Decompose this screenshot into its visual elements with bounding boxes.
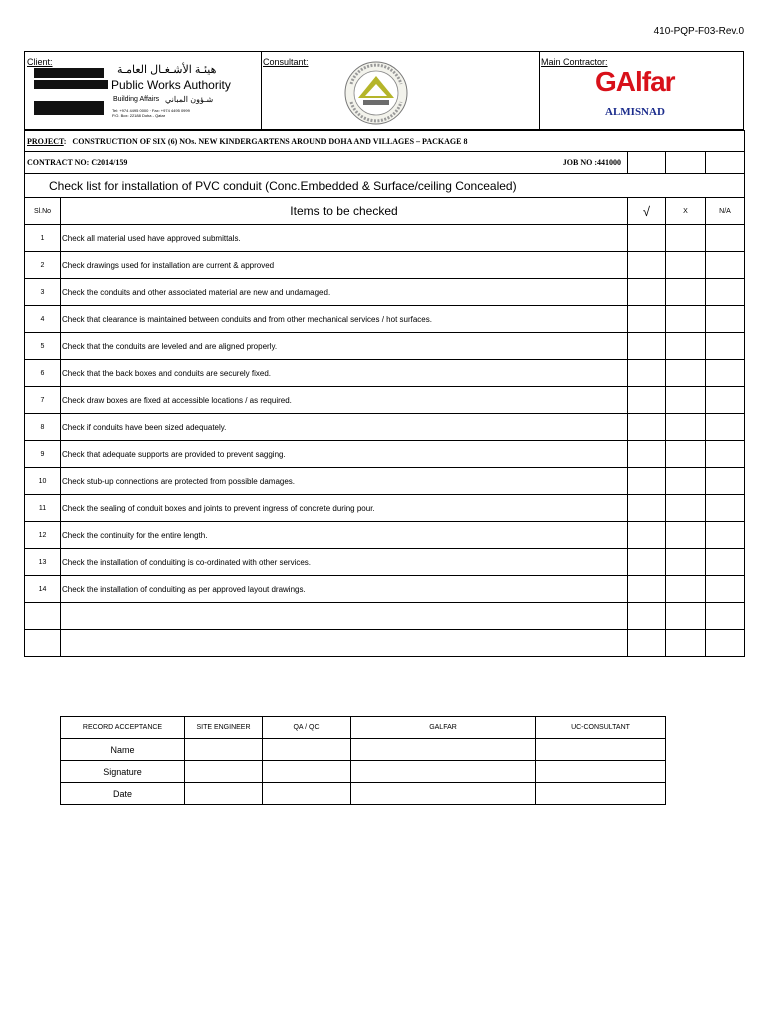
- main-contractor-label: Main Contractor:: [541, 57, 608, 67]
- checklist-row: [25, 522, 745, 549]
- checklist-table: [24, 130, 745, 657]
- na-box[interactable]: [706, 603, 745, 630]
- x-box[interactable]: [666, 441, 706, 468]
- check-box[interactable]: [628, 279, 666, 306]
- acceptance-entry-field[interactable]: [185, 739, 263, 761]
- na-box[interactable]: [706, 549, 745, 576]
- client-english-name: Public Works Authority: [111, 78, 231, 92]
- checklist-row: [25, 495, 745, 522]
- item-number: 14: [25, 576, 61, 603]
- united-consultants-logo-icon: [341, 60, 411, 126]
- acceptance-entry-field[interactable]: [536, 783, 666, 805]
- client-label: Client:: [27, 57, 53, 67]
- acceptance-header: QA / QC: [263, 717, 351, 739]
- client-address: Tel: +974 4495 0000 · Fax: +974 4495 0999 P.O. Box: 22188 Doha - Qatar: [112, 108, 190, 118]
- na-box[interactable]: [706, 414, 745, 441]
- col-na: N/A: [706, 198, 745, 225]
- x-box[interactable]: [666, 549, 706, 576]
- x-box[interactable]: [666, 576, 706, 603]
- redacted-logo-bottom: [34, 101, 104, 115]
- item-number: 7: [25, 387, 61, 414]
- redacted-logo-top: [34, 68, 104, 78]
- item-text: Check if conduits have been sized adequately.: [61, 414, 628, 441]
- checklist-items: [25, 225, 745, 603]
- col-check: √: [628, 198, 666, 225]
- item-text: Check drawings used for installation are current & approved: [61, 252, 628, 279]
- checklist-row: [25, 306, 745, 333]
- item-text: Check the installation of conduiting as per approved layout drawings.: [61, 576, 628, 603]
- contract-label: CONTRACT NO:: [27, 158, 90, 167]
- item-number: 5: [25, 333, 61, 360]
- acceptance-entry-field[interactable]: [185, 761, 263, 783]
- job-number: 441000: [597, 158, 621, 167]
- checklist-row: [25, 387, 745, 414]
- check-box[interactable]: [628, 333, 666, 360]
- main-contractor-cell: [539, 52, 743, 129]
- na-box[interactable]: [706, 225, 745, 252]
- na-box[interactable]: [706, 279, 745, 306]
- na-box[interactable]: [706, 306, 745, 333]
- acceptance-entry-field[interactable]: [351, 783, 536, 805]
- check-box[interactable]: [628, 441, 666, 468]
- x-box[interactable]: [666, 252, 706, 279]
- check-box[interactable]: [628, 414, 666, 441]
- x-box[interactable]: [666, 522, 706, 549]
- acceptance-row: [61, 761, 666, 783]
- checklist-row: [25, 441, 745, 468]
- check-box[interactable]: [628, 387, 666, 414]
- client-cell: [25, 52, 262, 129]
- check-box[interactable]: [628, 468, 666, 495]
- item-text: Check the continuity for the entire length.: [61, 522, 628, 549]
- acceptance-row-label: Signature: [61, 761, 185, 783]
- x-box[interactable]: [666, 468, 706, 495]
- project-label: PROJECT: [27, 136, 64, 146]
- item-text: Check that the back boxes and conduits are securely fixed.: [61, 360, 628, 387]
- consultant-label: Consultant:: [263, 57, 309, 67]
- na-box[interactable]: [706, 495, 745, 522]
- check-box[interactable]: [628, 225, 666, 252]
- project-text: CONSTRUCTION OF SIX (6) NOs. NEW KINDERGARTENS AROUND DOHA AND VILLAGES – PACKAGE 8: [72, 136, 468, 146]
- check-box[interactable]: [628, 360, 666, 387]
- client-arabic-name: هيئـة الأشـغـال العامـة: [117, 64, 217, 76]
- item-number: 3: [25, 279, 61, 306]
- check-box[interactable]: [628, 603, 666, 630]
- item-number: 6: [25, 360, 61, 387]
- item-number: 11: [25, 495, 61, 522]
- item-text: Check that clearance is maintained between conduits and from other mechanical services / hot surfaces.: [61, 306, 628, 333]
- x-box[interactable]: [666, 495, 706, 522]
- almisnad-logo: ALMISNAD: [605, 106, 665, 118]
- contract-number: C2014/159: [91, 158, 128, 167]
- item-text: Check the installation of conduiting is co-ordinated with other services.: [61, 549, 628, 576]
- client-department: Building Affairs: [113, 96, 160, 103]
- checklist-row: [25, 333, 745, 360]
- item-number: 8: [25, 414, 61, 441]
- contract-row: [25, 152, 628, 174]
- item-text: Check all material used have approved submittals.: [61, 225, 628, 252]
- job-label: JOB NO :: [562, 158, 597, 167]
- x-box[interactable]: [666, 360, 706, 387]
- blank-row: [25, 603, 745, 630]
- redacted-logo-middle: [34, 80, 108, 89]
- item-text: Check that adequate supports are provided to prevent sagging.: [61, 441, 628, 468]
- na-box[interactable]: [706, 630, 745, 657]
- item-number: 13: [25, 549, 61, 576]
- check-box[interactable]: [628, 522, 666, 549]
- acceptance-row-label: Date: [61, 783, 185, 805]
- col-items: Items to be checked: [61, 198, 628, 225]
- item-number: 9: [25, 441, 61, 468]
- checklist-title: Check list for installation of PVC conduit (Conc.Embedded & Surface/ceiling Concealed): [25, 174, 745, 198]
- na-box[interactable]: [706, 252, 745, 279]
- checklist-row: [25, 252, 745, 279]
- item-text: Check stub-up connections are protected from possible damages.: [61, 468, 628, 495]
- acceptance-entry-field[interactable]: [185, 783, 263, 805]
- header-block: [24, 51, 744, 130]
- acceptance-header-row: [61, 717, 666, 739]
- consultant-cell: [261, 52, 540, 129]
- acceptance-entry-field[interactable]: [536, 761, 666, 783]
- item-text: Check that the conduits are leveled and are aligned properly.: [61, 333, 628, 360]
- acceptance-entry-field[interactable]: [351, 739, 536, 761]
- col-sl-no: Sl.No: [25, 198, 61, 225]
- acceptance-entry-field[interactable]: [263, 783, 351, 805]
- acceptance-row: [61, 739, 666, 761]
- item-text: Check draw boxes are fixed at accessible locations / as required.: [61, 387, 628, 414]
- x-box[interactable]: [666, 414, 706, 441]
- project-row: PROJECT: CONSTRUCTION OF SIX (6) NOs. NEW KINDERGARTENS AROUND DOHA AND VILLAGES – PACKAGE 8: [25, 131, 745, 152]
- check-box[interactable]: [628, 630, 666, 657]
- x-box[interactable]: [666, 603, 706, 630]
- item-text: Check the conduits and other associated material are new and undamaged.: [61, 279, 628, 306]
- x-box[interactable]: [666, 333, 706, 360]
- acceptance-header: GALFAR: [351, 717, 536, 739]
- col-x: X: [666, 198, 706, 225]
- acceptance-entry-field[interactable]: [263, 761, 351, 783]
- na-box[interactable]: [706, 522, 745, 549]
- checklist-row: [25, 576, 745, 603]
- acceptance-header: SITE ENGINEER: [185, 717, 263, 739]
- na-box[interactable]: [706, 441, 745, 468]
- acceptance-header: UC-CONSULTANT: [536, 717, 666, 739]
- checklist-row: [25, 360, 745, 387]
- checklist-row: [25, 414, 745, 441]
- na-box[interactable]: [706, 387, 745, 414]
- item-number: 10: [25, 468, 61, 495]
- check-box[interactable]: [628, 495, 666, 522]
- item-text: Check the sealing of conduit boxes and joints to prevent ingress of concrete during pour.: [61, 495, 628, 522]
- item-number: 12: [25, 522, 61, 549]
- x-box[interactable]: [666, 279, 706, 306]
- acceptance-row-label: Name: [61, 739, 185, 761]
- checklist-row: [25, 468, 745, 495]
- item-number: 4: [25, 306, 61, 333]
- checklist-row: [25, 279, 745, 306]
- na-box[interactable]: [706, 333, 745, 360]
- acceptance-entry-field[interactable]: [351, 761, 536, 783]
- check-box[interactable]: [628, 576, 666, 603]
- checklist-row: [25, 225, 745, 252]
- client-department-arabic: شـؤون المباني: [165, 95, 214, 104]
- acceptance-entry-field[interactable]: [536, 739, 666, 761]
- acceptance-entry-field[interactable]: [263, 739, 351, 761]
- na-box[interactable]: [706, 360, 745, 387]
- document-reference: 410-PQP-F03-Rev.0: [653, 26, 744, 37]
- x-box[interactable]: [666, 306, 706, 333]
- acceptance-row: [61, 783, 666, 805]
- acceptance-table: [60, 716, 666, 805]
- acceptance-header: RECORD ACCEPTANCE: [61, 717, 185, 739]
- item-number: 1: [25, 225, 61, 252]
- x-box[interactable]: [666, 225, 706, 252]
- check-box[interactable]: [628, 252, 666, 279]
- galfar-logo: GAlfar: [595, 66, 675, 97]
- check-box[interactable]: [628, 549, 666, 576]
- blank-row: [25, 630, 745, 657]
- x-box[interactable]: [666, 387, 706, 414]
- check-box[interactable]: [628, 306, 666, 333]
- x-box[interactable]: [666, 630, 706, 657]
- checklist-row: [25, 549, 745, 576]
- na-box[interactable]: [706, 468, 745, 495]
- na-box[interactable]: [706, 576, 745, 603]
- item-number: 2: [25, 252, 61, 279]
